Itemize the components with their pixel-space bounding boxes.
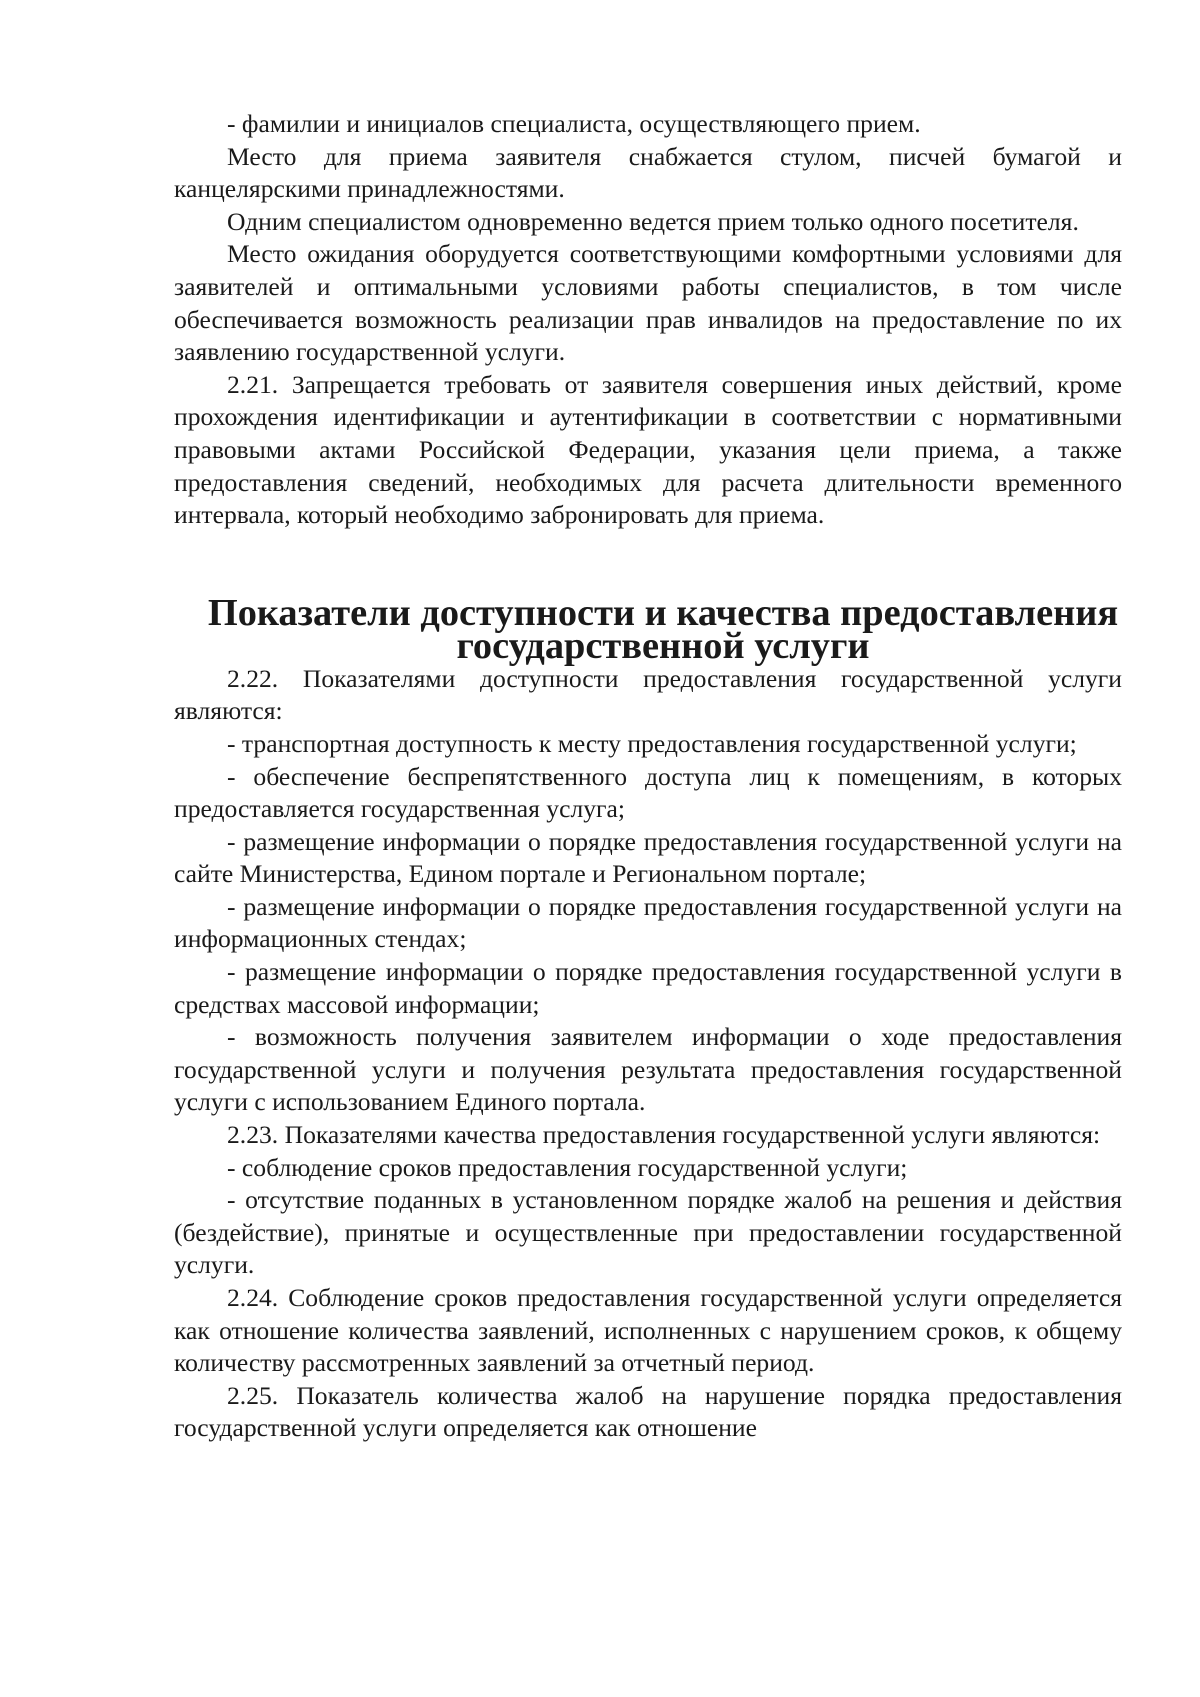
paragraph-2-24: 2.24. Соблюдение сроков предоставления государственной услуги определяется как отношение количества заявлений, исполненных с нарушением сроков, к общему количеству рассмотренных заявлений за отчетный период. [174, 1283, 1122, 1378]
paragraph-waiting-place: Место ожидания оборудуется соответствующими комфортными условиями для заявителей и оптимальными условиями работы специалистов, в том числе обеспечивается возможность реализации прав инвалидов на предоставление по их заявлению государственной услуги. [174, 239, 1122, 367]
paragraph-specialist-name: - фамилии и инициалов специалиста, осуществляющего прием. [227, 109, 921, 138]
paragraph-2-21: 2.21. Запрещается требовать от заявителя совершения иных действий, кроме прохождения идентификации и аутентификации в соответствии с нормативными правовыми актами Российской Федерации, указания цели приема, а также предоставления сведений, необходимых для расчета длительности временного интервала, который необходимо забронировать для приема. [174, 369, 1122, 530]
list-item-portal-status: - возможность получения заявителем информации о ходе предоставления государственной услуги и получения результата предоставления государственной услуги с использованием Единого портала. [174, 1022, 1122, 1117]
list-item-access: - обеспечение беспрепятственного доступа лиц к помещениям, в которых предоставляется государственная услуга; [174, 761, 1122, 824]
list-item-no-complaints: - отсутствие поданных в установленном порядке жалоб на решения и действия (бездействие), принятые и осуществленные при предоставлении государственной услуги. [174, 1185, 1122, 1280]
paragraph-2-22: 2.22. Показателями доступности предоставления государственной услуги являются: [174, 663, 1122, 726]
paragraph-reception-place: Место для приема заявителя снабжается стулом, писчей бумагой и канцелярскими принадлежностями. [174, 141, 1122, 204]
list-item-transport: - транспортная доступность к месту предоставления государственной услуги; [227, 728, 1077, 758]
paragraph-one-visitor: Одним специалистом одновременно ведется прием только одного посетителя. [227, 206, 1079, 236]
paragraph-2-23: 2.23. Показателями качества предоставления государственной услуги являются: [227, 1120, 1101, 1150]
section-spacer [174, 532, 1122, 597]
list-item-deadlines: - соблюдение сроков предоставления государственной услуги; [227, 1152, 908, 1182]
list-item-info-site: - размещение информации о порядке предоставления государственной услуги на сайте Министерства, Едином портале и Региональном портале; [174, 826, 1122, 889]
list-item-info-media: - размещение информации о порядке предоставления государственной услуги в средствах массовой информации; [174, 957, 1122, 1019]
document-page [174, 108, 1122, 1445]
list-item-info-stands: - размещение информации о порядке предоставления государственной услуги на информационных стендах; [174, 891, 1122, 954]
section-heading: Показатели доступности и качества предоставления государственной услуги [207, 591, 1119, 667]
paragraph-2-25: 2.25. Показатель количества жалоб на нарушение порядка предоставления государственной услуги определяется как отношение [174, 1380, 1122, 1443]
